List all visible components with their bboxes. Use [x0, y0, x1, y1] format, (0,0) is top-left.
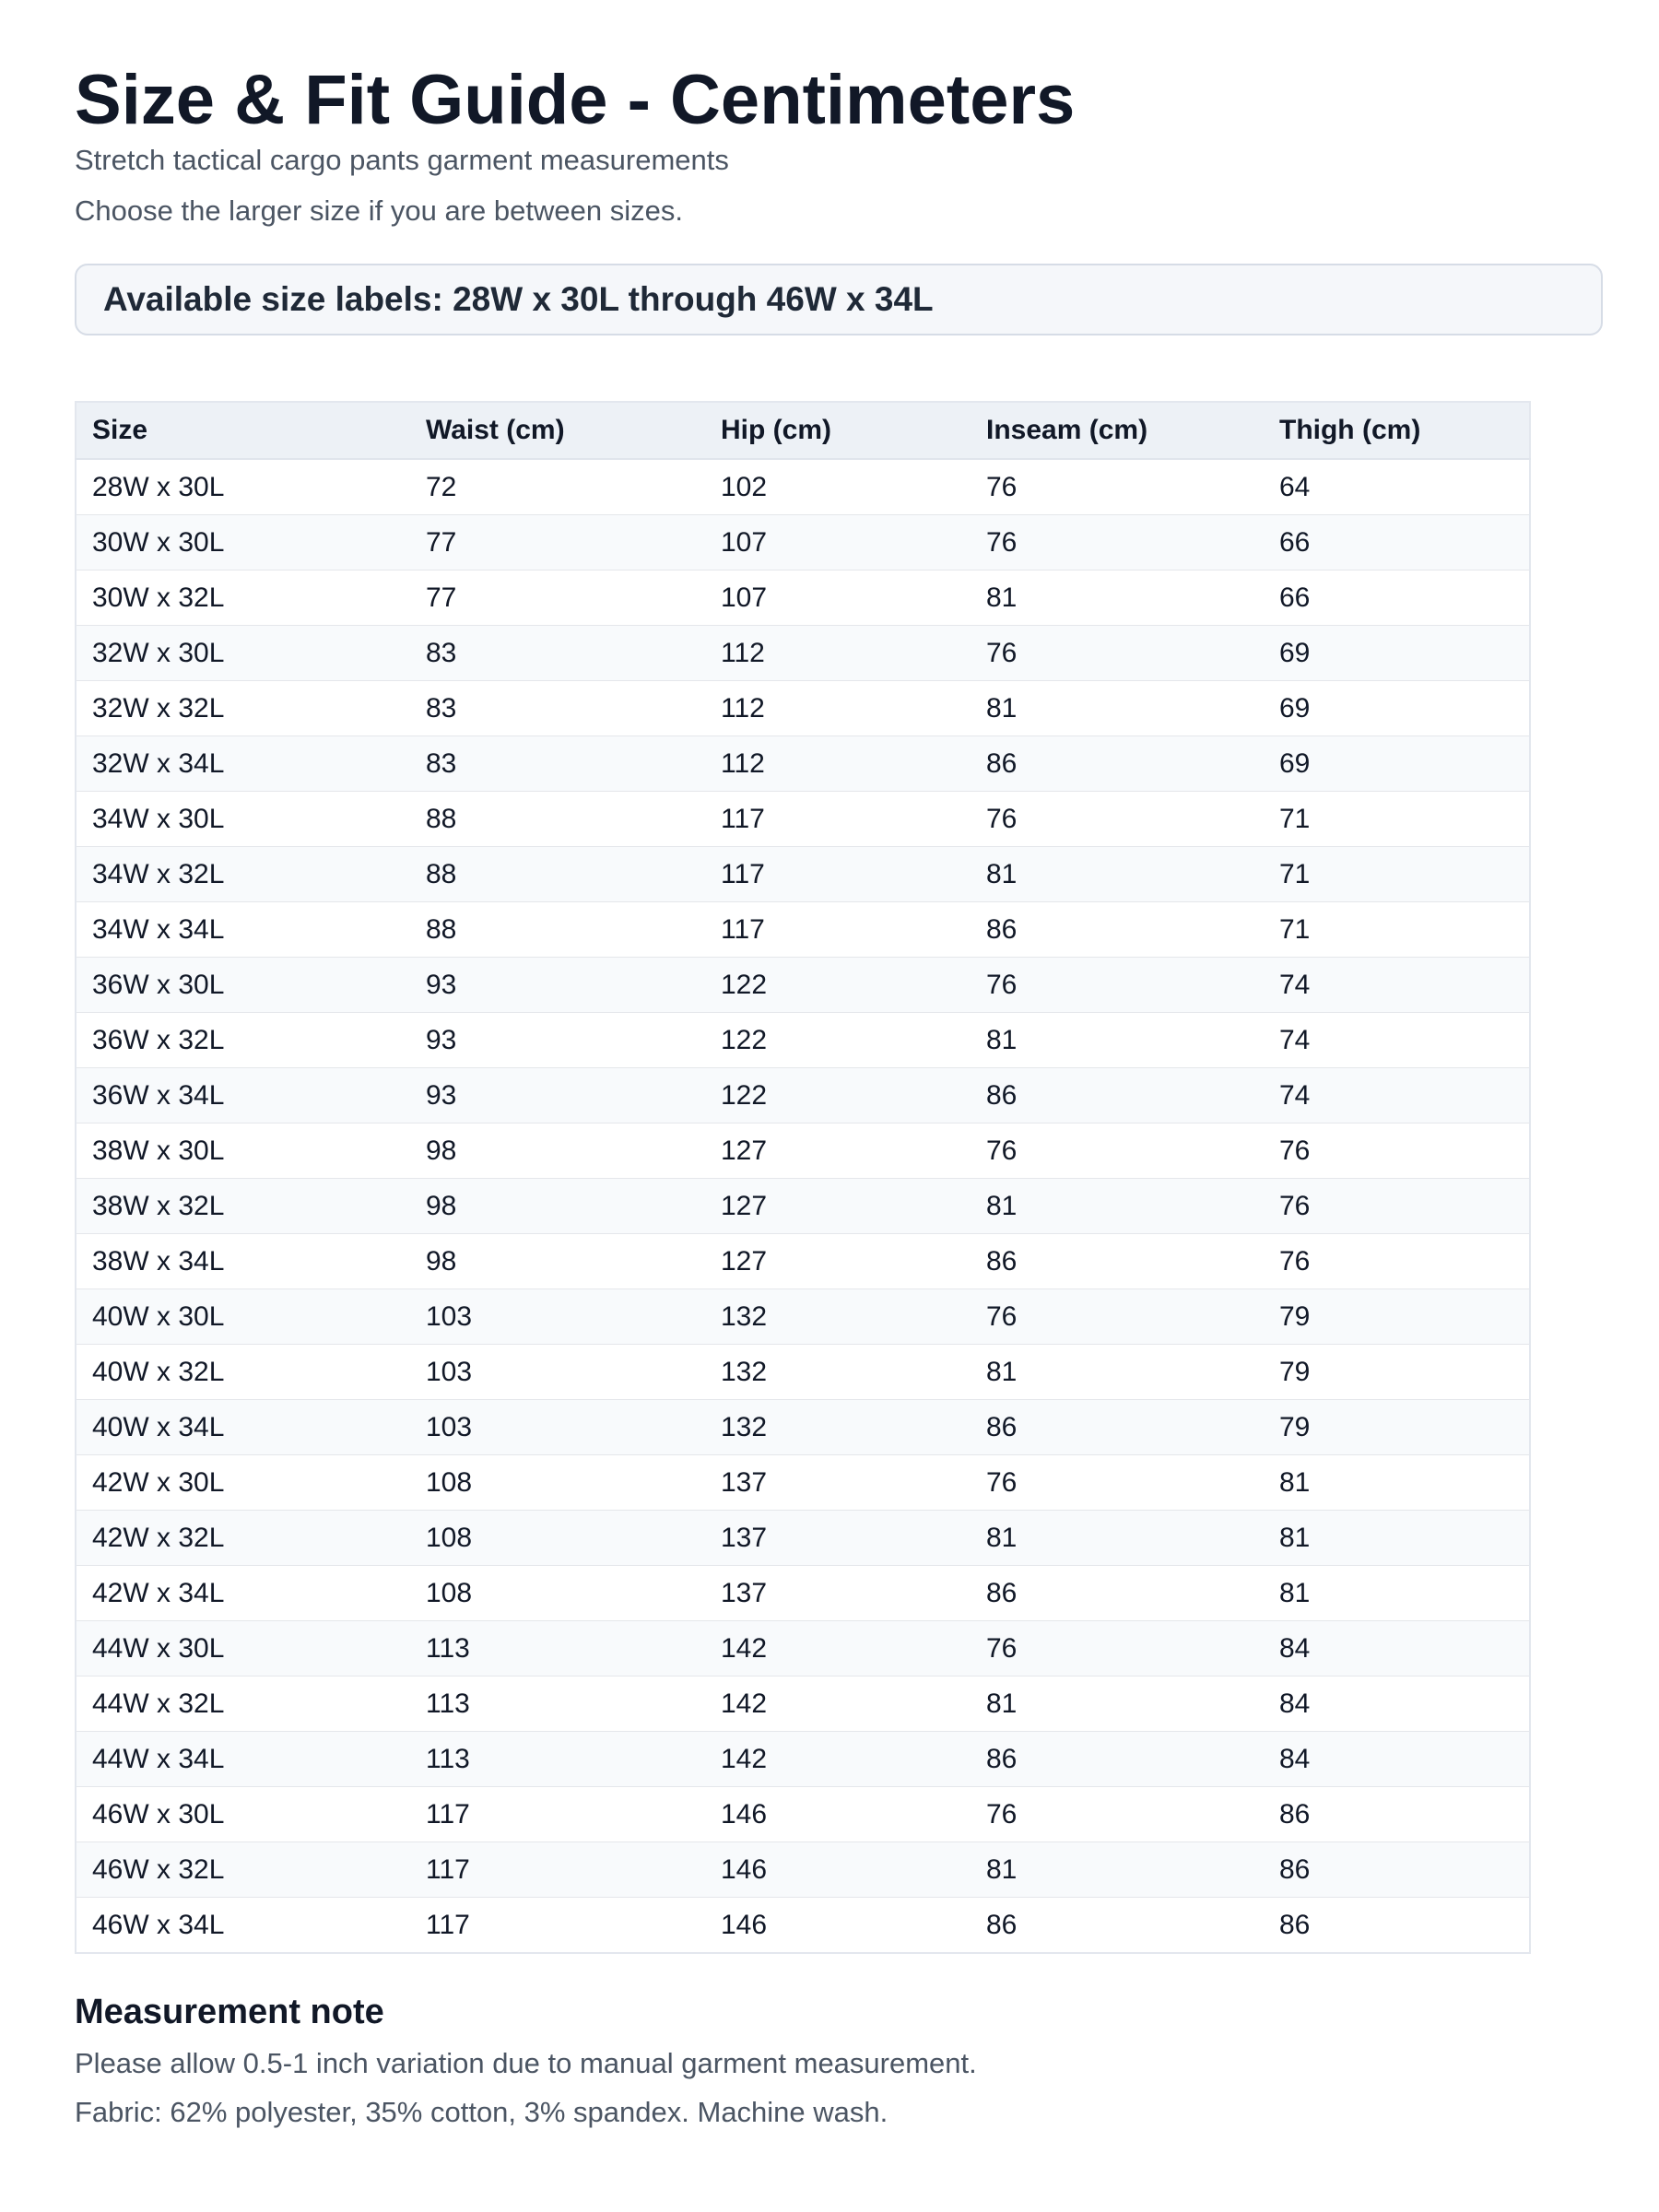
- column-header-hip: Hip (cm): [705, 402, 971, 459]
- cell-inseam: 81: [971, 1345, 1264, 1400]
- table-row: [76, 958, 1530, 1013]
- cell-thigh: 84: [1264, 1621, 1530, 1677]
- cell-size: 32W x 34L: [76, 736, 410, 792]
- table-row: [76, 1898, 1530, 1954]
- cell-inseam: 86: [971, 1566, 1264, 1621]
- cell-thigh: 86: [1264, 1842, 1530, 1898]
- available-sizes-callout: Available size labels: 28W x 30L through 46W x 34L: [75, 264, 1603, 335]
- cell-hip: 142: [705, 1621, 971, 1677]
- table-row: [76, 681, 1530, 736]
- fabric-care-note: Fabric: 62% polyester, 35% cotton, 3% spandex. Machine wash.: [75, 2096, 888, 2128]
- cell-thigh: 79: [1264, 1400, 1530, 1455]
- cell-hip: 142: [705, 1677, 971, 1732]
- size-chart-table: [75, 401, 1531, 1954]
- cell-size: 46W x 34L: [76, 1898, 410, 1954]
- cell-inseam: 76: [971, 1455, 1264, 1511]
- cell-waist: 98: [410, 1179, 705, 1234]
- cell-thigh: 79: [1264, 1289, 1530, 1345]
- table-body: [76, 459, 1530, 1953]
- cell-thigh: 74: [1264, 1013, 1530, 1068]
- cell-hip: 117: [705, 792, 971, 847]
- cell-hip: 146: [705, 1787, 971, 1842]
- cell-hip: 122: [705, 1013, 971, 1068]
- table-row: [76, 1124, 1530, 1179]
- table-row: [76, 902, 1530, 958]
- table-row: [76, 792, 1530, 847]
- cell-waist: 72: [410, 459, 705, 515]
- cell-thigh: 71: [1264, 902, 1530, 958]
- table-row: [76, 1787, 1530, 1842]
- table-row: [76, 1566, 1530, 1621]
- cell-hip: 112: [705, 681, 971, 736]
- column-header-thigh: Thigh (cm): [1264, 402, 1530, 459]
- cell-size: 42W x 34L: [76, 1566, 410, 1621]
- cell-size: 32W x 32L: [76, 681, 410, 736]
- cell-size: 40W x 30L: [76, 1289, 410, 1345]
- cell-waist: 98: [410, 1124, 705, 1179]
- table-header: [76, 402, 1530, 459]
- table-row: [76, 1677, 1530, 1732]
- cell-size: 42W x 30L: [76, 1455, 410, 1511]
- cell-thigh: 84: [1264, 1677, 1530, 1732]
- cell-thigh: 86: [1264, 1787, 1530, 1842]
- cell-waist: 83: [410, 736, 705, 792]
- cell-inseam: 81: [971, 1511, 1264, 1566]
- cell-waist: 98: [410, 1234, 705, 1289]
- cell-hip: 107: [705, 515, 971, 571]
- size-advice-note: Choose the larger size if you are between sizes.: [75, 194, 683, 227]
- cell-size: 36W x 34L: [76, 1068, 410, 1124]
- cell-hip: 132: [705, 1400, 971, 1455]
- cell-hip: 112: [705, 626, 971, 681]
- cell-inseam: 81: [971, 847, 1264, 902]
- cell-hip: 107: [705, 571, 971, 626]
- cell-hip: 102: [705, 459, 971, 515]
- cell-waist: 108: [410, 1511, 705, 1566]
- cell-inseam: 86: [971, 736, 1264, 792]
- cell-size: 32W x 30L: [76, 626, 410, 681]
- table-row: [76, 1511, 1530, 1566]
- cell-size: 38W x 32L: [76, 1179, 410, 1234]
- cell-inseam: 86: [971, 1400, 1264, 1455]
- cell-waist: 113: [410, 1677, 705, 1732]
- table-row: [76, 1842, 1530, 1898]
- cell-waist: 117: [410, 1842, 705, 1898]
- cell-waist: 93: [410, 1013, 705, 1068]
- cell-inseam: 81: [971, 1842, 1264, 1898]
- cell-waist: 83: [410, 626, 705, 681]
- column-header-size: Size: [76, 402, 410, 459]
- cell-hip: 127: [705, 1124, 971, 1179]
- table-row: [76, 1621, 1530, 1677]
- cell-waist: 113: [410, 1621, 705, 1677]
- cell-waist: 93: [410, 958, 705, 1013]
- cell-size: 34W x 30L: [76, 792, 410, 847]
- cell-hip: 146: [705, 1898, 971, 1954]
- cell-thigh: 74: [1264, 958, 1530, 1013]
- table-row: [76, 571, 1530, 626]
- cell-waist: 117: [410, 1787, 705, 1842]
- cell-waist: 77: [410, 571, 705, 626]
- cell-thigh: 81: [1264, 1511, 1530, 1566]
- table-row: [76, 847, 1530, 902]
- cell-thigh: 74: [1264, 1068, 1530, 1124]
- table-row: [76, 626, 1530, 681]
- cell-hip: 122: [705, 1068, 971, 1124]
- cell-waist: 103: [410, 1345, 705, 1400]
- cell-inseam: 81: [971, 1677, 1264, 1732]
- cell-size: 36W x 32L: [76, 1013, 410, 1068]
- cell-inseam: 86: [971, 902, 1264, 958]
- cell-inseam: 86: [971, 1898, 1264, 1954]
- cell-hip: 132: [705, 1345, 971, 1400]
- cell-inseam: 76: [971, 1621, 1264, 1677]
- table-row: [76, 736, 1530, 792]
- cell-size: 44W x 32L: [76, 1677, 410, 1732]
- cell-hip: 137: [705, 1566, 971, 1621]
- table-row: [76, 1068, 1530, 1124]
- size-guide-page: [75, 61, 1605, 2132]
- cell-size: 42W x 32L: [76, 1511, 410, 1566]
- table-row: [76, 1289, 1530, 1345]
- cell-size: 46W x 30L: [76, 1787, 410, 1842]
- cell-waist: 77: [410, 515, 705, 571]
- cell-waist: 117: [410, 1898, 705, 1954]
- cell-size: 40W x 34L: [76, 1400, 410, 1455]
- cell-size: 36W x 30L: [76, 958, 410, 1013]
- cell-thigh: 66: [1264, 571, 1530, 626]
- table-header-row: [76, 402, 1530, 459]
- column-header-waist: Waist (cm): [410, 402, 705, 459]
- cell-size: 38W x 34L: [76, 1234, 410, 1289]
- cell-waist: 88: [410, 792, 705, 847]
- cell-thigh: 71: [1264, 792, 1530, 847]
- table-row: [76, 1455, 1530, 1511]
- table-row: [76, 1345, 1530, 1400]
- cell-waist: 103: [410, 1289, 705, 1345]
- cell-inseam: 86: [971, 1068, 1264, 1124]
- cell-thigh: 64: [1264, 459, 1530, 515]
- cell-thigh: 71: [1264, 847, 1530, 902]
- table-row: [76, 515, 1530, 571]
- cell-inseam: 81: [971, 571, 1264, 626]
- cell-thigh: 86: [1264, 1898, 1530, 1954]
- cell-thigh: 81: [1264, 1566, 1530, 1621]
- measurement-note-heading: Measurement note: [75, 1993, 384, 2031]
- cell-waist: 88: [410, 847, 705, 902]
- cell-inseam: 76: [971, 459, 1264, 515]
- cell-waist: 103: [410, 1400, 705, 1455]
- measurement-variation-note: Please allow 0.5-1 inch variation due to manual garment measurement.: [75, 2047, 977, 2079]
- cell-inseam: 86: [971, 1732, 1264, 1787]
- cell-waist: 113: [410, 1732, 705, 1787]
- table-row: [76, 1400, 1530, 1455]
- cell-thigh: 79: [1264, 1345, 1530, 1400]
- cell-hip: 112: [705, 736, 971, 792]
- cell-thigh: 66: [1264, 515, 1530, 571]
- cell-size: 28W x 30L: [76, 459, 410, 515]
- cell-waist: 108: [410, 1455, 705, 1511]
- cell-inseam: 76: [971, 1124, 1264, 1179]
- cell-size: 30W x 32L: [76, 571, 410, 626]
- table-row: [76, 1179, 1530, 1234]
- page-title: Size & Fit Guide - Centimeters: [75, 61, 1076, 139]
- cell-hip: 122: [705, 958, 971, 1013]
- page-subtitle: Stretch tactical cargo pants garment measurements: [75, 144, 729, 176]
- cell-inseam: 76: [971, 515, 1264, 571]
- cell-waist: 83: [410, 681, 705, 736]
- table-row: [76, 1013, 1530, 1068]
- cell-thigh: 76: [1264, 1234, 1530, 1289]
- cell-thigh: 76: [1264, 1124, 1530, 1179]
- cell-size: 46W x 32L: [76, 1842, 410, 1898]
- cell-inseam: 76: [971, 792, 1264, 847]
- cell-hip: 127: [705, 1234, 971, 1289]
- cell-inseam: 76: [971, 958, 1264, 1013]
- cell-inseam: 86: [971, 1234, 1264, 1289]
- cell-inseam: 81: [971, 681, 1264, 736]
- cell-inseam: 81: [971, 1179, 1264, 1234]
- cell-size: 38W x 30L: [76, 1124, 410, 1179]
- table-row: [76, 1732, 1530, 1787]
- cell-hip: 137: [705, 1455, 971, 1511]
- cell-waist: 108: [410, 1566, 705, 1621]
- cell-hip: 117: [705, 902, 971, 958]
- cell-waist: 88: [410, 902, 705, 958]
- table-row: [76, 1234, 1530, 1289]
- cell-hip: 127: [705, 1179, 971, 1234]
- cell-thigh: 69: [1264, 736, 1530, 792]
- cell-inseam: 76: [971, 1289, 1264, 1345]
- cell-hip: 137: [705, 1511, 971, 1566]
- cell-thigh: 69: [1264, 626, 1530, 681]
- cell-hip: 146: [705, 1842, 971, 1898]
- cell-hip: 117: [705, 847, 971, 902]
- cell-thigh: 81: [1264, 1455, 1530, 1511]
- cell-hip: 142: [705, 1732, 971, 1787]
- cell-size: 44W x 34L: [76, 1732, 410, 1787]
- cell-inseam: 76: [971, 1787, 1264, 1842]
- cell-thigh: 84: [1264, 1732, 1530, 1787]
- cell-size: 34W x 34L: [76, 902, 410, 958]
- cell-hip: 132: [705, 1289, 971, 1345]
- cell-inseam: 76: [971, 626, 1264, 681]
- cell-size: 40W x 32L: [76, 1345, 410, 1400]
- cell-size: 34W x 32L: [76, 847, 410, 902]
- cell-thigh: 76: [1264, 1179, 1530, 1234]
- cell-waist: 93: [410, 1068, 705, 1124]
- cell-inseam: 81: [971, 1013, 1264, 1068]
- cell-thigh: 69: [1264, 681, 1530, 736]
- cell-size: 30W x 30L: [76, 515, 410, 571]
- cell-size: 44W x 30L: [76, 1621, 410, 1677]
- column-header-inseam: Inseam (cm): [971, 402, 1264, 459]
- table-row: [76, 459, 1530, 515]
